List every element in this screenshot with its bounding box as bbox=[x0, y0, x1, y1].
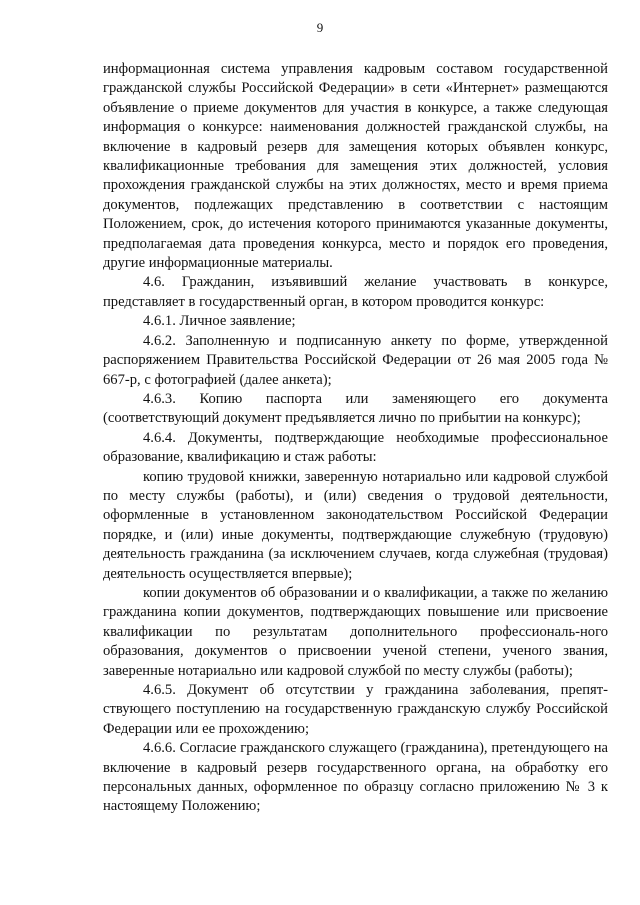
paragraph-4-6: 4.6. Гражданин, изъявивший желание участвовать в конкурсе, представляет в государственный орган, в котором проводится конкурс: bbox=[103, 274, 608, 310]
page-number: 9 bbox=[316, 20, 324, 35]
paragraph-4-6-4-work-book: копию трудовой книжки, заверенную нотариально или кадровой службой по месту службы (работы), и (или) сведения о трудовой деятельности, оформленные в установленном законодательством Российской Федерации порядке, и (или) иные документы, подтверждающие служебную (трудовую) деятельность гражданина (за исключением случаев, когда служебная (трудовая) деятельность осуществляется впервые); bbox=[103, 468, 608, 582]
paragraph-4-6-3: 4.6.3. Копию паспорта или заменяющего его документа (соответствующий документ предъявляется лично по прибытии на конкурс); bbox=[103, 390, 608, 427]
paragraph-4-6-4-education: копии документов об образовании и о квалификации, а также по желанию гражданина копии документов, подтверждающих повышение или присвоение квалификации по результатам дополнительного профессиональ-ного образования, документов о присвоении ученой степени, ученого звания, заверенные нотариально или кадровой службой по месту службы (работы); bbox=[103, 584, 608, 679]
document-body bbox=[103, 60, 608, 817]
paragraph-intro-continuation: информационная система управления кадровым составом государственной гражданской службы Российской Федерации» в сети «Интернет» размещаются объявление о приеме документов для участия в конкурсе, а также следующая информация о конкурсе: наименования должностей гражданской службы, на включение в кадровый резерв для замещения которых объявлен конкурс, квалификационные требования для замещения этих должностей, условия прохождения гражданской службы на этих должностях, место и время приема документов, подлежащих представлению в соответствии с настоящим Положением, срок, до истечения которого принимаются указанные документы, предполагаемая дата проведения конкурса, место и порядок его проведения, другие информационные материалы. bbox=[103, 61, 608, 272]
paragraph-4-6-6: 4.6.6. Согласие гражданского служащего (гражданина), претендующего на включение в кадровый резерв государственного органа, на обработку его персональных данных, оформленное по образцу согласно приложению № 3 к настоящему Положению; bbox=[103, 740, 608, 815]
paragraph-4-6-1: 4.6.1. Личное заявление; bbox=[143, 313, 296, 330]
paragraph-4-6-4: 4.6.4. Документы, подтверждающие необходимые профессиональное образование, квалификацию и стаж работы: bbox=[103, 429, 608, 466]
paragraph-4-6-5: 4.6.5. Документ об отсутствии у гражданина заболевания, препят-ствующего поступлению на государственную гражданскую службу Российской Федерации или ее прохождению; bbox=[103, 682, 608, 737]
paragraph-4-6-2: 4.6.2. Заполненную и подписанную анкету по форме, утвержденной распоряжением Правительства Российской Федерации от 26 мая 2005 года № 667-р, с фотографией (далее анкета); bbox=[103, 332, 608, 388]
